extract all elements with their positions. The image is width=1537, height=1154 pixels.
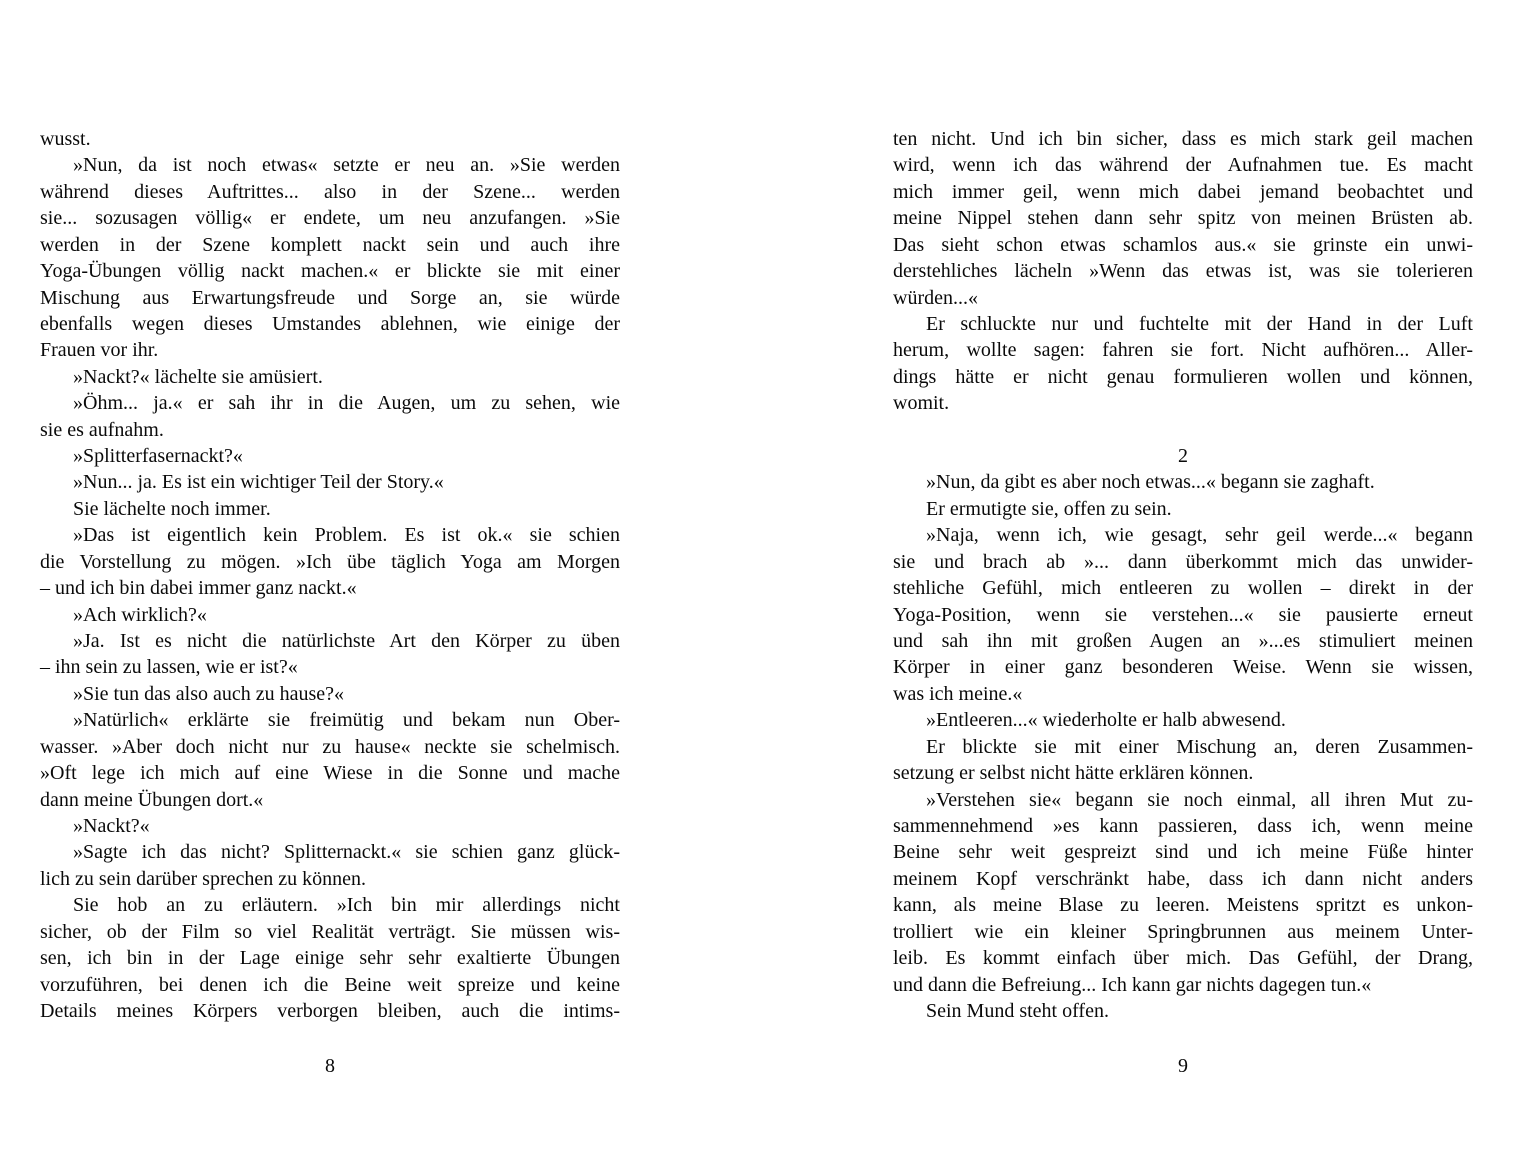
text-line: ten nicht. Und ich bin sicher, dass es mich stark geil machen	[893, 128, 1473, 150]
text-line: Sie lächelte noch immer.	[73, 497, 271, 520]
text-line: »Nun, da gibt es aber noch etwas...« begann sie zaghaft.	[926, 471, 1375, 494]
text-line: sie es aufnahm.	[40, 418, 164, 441]
text-line: »Natürlich« erklärte sie freimütig und bekam nun Ober-	[73, 709, 620, 732]
left-page-number: 8	[325, 1055, 335, 1077]
text-line: – ihn sein zu lassen, wie er ist?«	[40, 656, 298, 679]
text-line: Yoga-Position, wenn sie verstehen...« sie pausierte erneut	[893, 603, 1473, 626]
text-line: Körper in einer ganz besonderen Weise. Wenn sie wissen,	[893, 656, 1473, 679]
text-line: sicher, ob der Film so viel Realität verträgt. Sie müssen wis-	[40, 920, 620, 943]
text-line: »Das ist eigentlich kein Problem. Es ist ok.« sie schien	[73, 524, 620, 547]
text-line: kann, als meine Blase zu leeren. Meistens spritzt es unkon-	[893, 894, 1473, 917]
text-line: und sah ihn mit großen Augen an »...es stimuliert meinen	[893, 630, 1473, 653]
text-line: – und ich bin dabei immer ganz nackt.«	[40, 577, 357, 600]
text-line: »Nun... ja. Es ist ein wichtiger Teil der Story.«	[73, 471, 444, 494]
text-line: »Ja. Ist es nicht die natürlichste Art den Körper zu üben	[73, 630, 620, 653]
text-line: dings hätte er nicht genau formulieren wollen und können,	[893, 365, 1473, 388]
text-line: Sie hob an zu erläutern. »Ich bin mir allerdings nicht	[73, 894, 620, 917]
section-heading: 2	[1178, 445, 1188, 468]
text-line: dann meine Übungen dort.«	[40, 788, 264, 811]
text-line: Yoga-Übungen völlig nackt machen.« er blickte sie mit einer	[40, 260, 620, 283]
blank-line	[893, 417, 1473, 443]
text-line: sammennehmend »es kann passieren, dass ich, wenn meine	[893, 814, 1473, 837]
text-line: Er ermutigte sie, offen zu sein.	[926, 497, 1172, 520]
text-line: herum, wollte sagen: fahren sie fort. Nicht aufhören... Aller-	[893, 339, 1473, 362]
text-line: mich immer geil, wenn mich dabei jemand beobachtet und	[893, 180, 1473, 203]
text-line: leib. Es kommt einfach über mich. Das Gefühl, der Drang,	[893, 947, 1473, 970]
text-line: vorzuführen, bei denen ich die Beine weit spreize und keine	[40, 973, 620, 996]
text-line: ebenfalls wegen dieses Umstandes ablehnen, wie einige der	[40, 312, 620, 335]
text-line: lich zu sein darüber sprechen zu können.	[40, 867, 366, 890]
text-line: meinem Kopf verschränkt habe, dass ich dann nicht anders	[893, 867, 1473, 890]
text-line: »Sagte ich das nicht? Splitternackt.« sie schien ganz glück-	[73, 841, 620, 864]
text-line: Frauen vor ihr.	[40, 339, 159, 362]
text-line: während dieses Auftrittes... also in der Szene... werden	[40, 180, 620, 203]
right-page-text-column	[893, 126, 1473, 1024]
text-line: »Naja, wenn ich, wie gesagt, sehr geil werde...« begann	[926, 524, 1473, 547]
text-line: würden...«	[893, 286, 978, 309]
text-line: setzung er selbst nicht hätte erklären können.	[893, 762, 1254, 785]
text-line: Das sieht schon etwas schamlos aus.« sie grinste ein unwi-	[893, 233, 1473, 256]
right-page-number: 9	[1178, 1055, 1188, 1077]
text-line: Beine sehr weit gespreizt sind und ich meine Füße hinter	[893, 841, 1473, 864]
text-line: die Vorstellung zu mögen. »Ich übe täglich Yoga am Morgen	[40, 550, 620, 573]
text-line: sen, ich bin in der Lage einige sehr sehr exaltierte Übungen	[40, 947, 620, 970]
text-line: »Nackt?« lächelte sie amüsiert.	[73, 365, 323, 388]
text-line: »Nun, da ist noch etwas« setzte er neu an. »Sie werden	[73, 154, 620, 177]
text-line: »Sie tun das also auch zu hause?«	[73, 682, 345, 705]
text-line: Details meines Körpers verborgen bleiben, auch die intims-	[40, 999, 620, 1022]
text-line: »Splitterfasernackt?«	[73, 445, 243, 468]
text-line: werden in der Szene komplett nackt sein und auch ihre	[40, 233, 620, 256]
text-line: sie und brach ab »... dann überkommt mich das unwider-	[893, 550, 1473, 573]
text-line: »Entleeren...« wiederholte er halb abwesend.	[926, 709, 1286, 732]
text-line: meine Nippel stehen dann sehr spitz von meinen Brüsten ab.	[893, 207, 1473, 230]
text-line: »Verstehen sie« begann sie noch einmal, all ihren Mut zu-	[926, 788, 1473, 811]
text-line: Er blickte sie mit einer Mischung an, deren Zusammen-	[926, 735, 1473, 758]
text-line: trolliert wie ein kleiner Springbrunnen aus meinem Unter-	[893, 920, 1473, 943]
text-line: wasser. »Aber doch nicht nur zu hause« neckte sie schelmisch.	[40, 735, 620, 758]
text-line: und dann die Befreiung... Ich kann gar nichts dagegen tun.«	[893, 973, 1372, 996]
text-line: sie... sozusagen völlig« er endete, um neu anzufangen. »Sie	[40, 207, 620, 230]
text-line: Mischung aus Erwartungsfreude und Sorge an, sie würde	[40, 286, 620, 309]
text-line: »Öhm... ja.« er sah ihr in die Augen, um zu sehen, wie	[73, 392, 620, 415]
text-line: derstehliches lächeln »Wenn das etwas ist, was sie tolerieren	[893, 260, 1473, 283]
text-line: stehliche Gefühl, mich entleeren zu wollen – direkt in der	[893, 577, 1473, 600]
text-line: wusst.	[40, 128, 91, 150]
text-line: Sein Mund steht offen.	[926, 999, 1109, 1022]
text-line: »Nackt?«	[73, 814, 150, 837]
text-line: »Oft lege ich mich auf eine Wiese in die Sonne und mache	[40, 762, 620, 785]
text-line: womit.	[893, 392, 950, 415]
text-line: »Ach wirklich?«	[73, 603, 207, 626]
text-line: Er schluckte nur und fuchtelte mit der Hand in der Luft	[926, 312, 1473, 335]
text-line: wird, wenn ich das während der Aufnahmen tue. Es macht	[893, 154, 1473, 177]
text-line: was ich meine.«	[893, 682, 1023, 705]
left-page-text-column	[40, 126, 620, 1024]
